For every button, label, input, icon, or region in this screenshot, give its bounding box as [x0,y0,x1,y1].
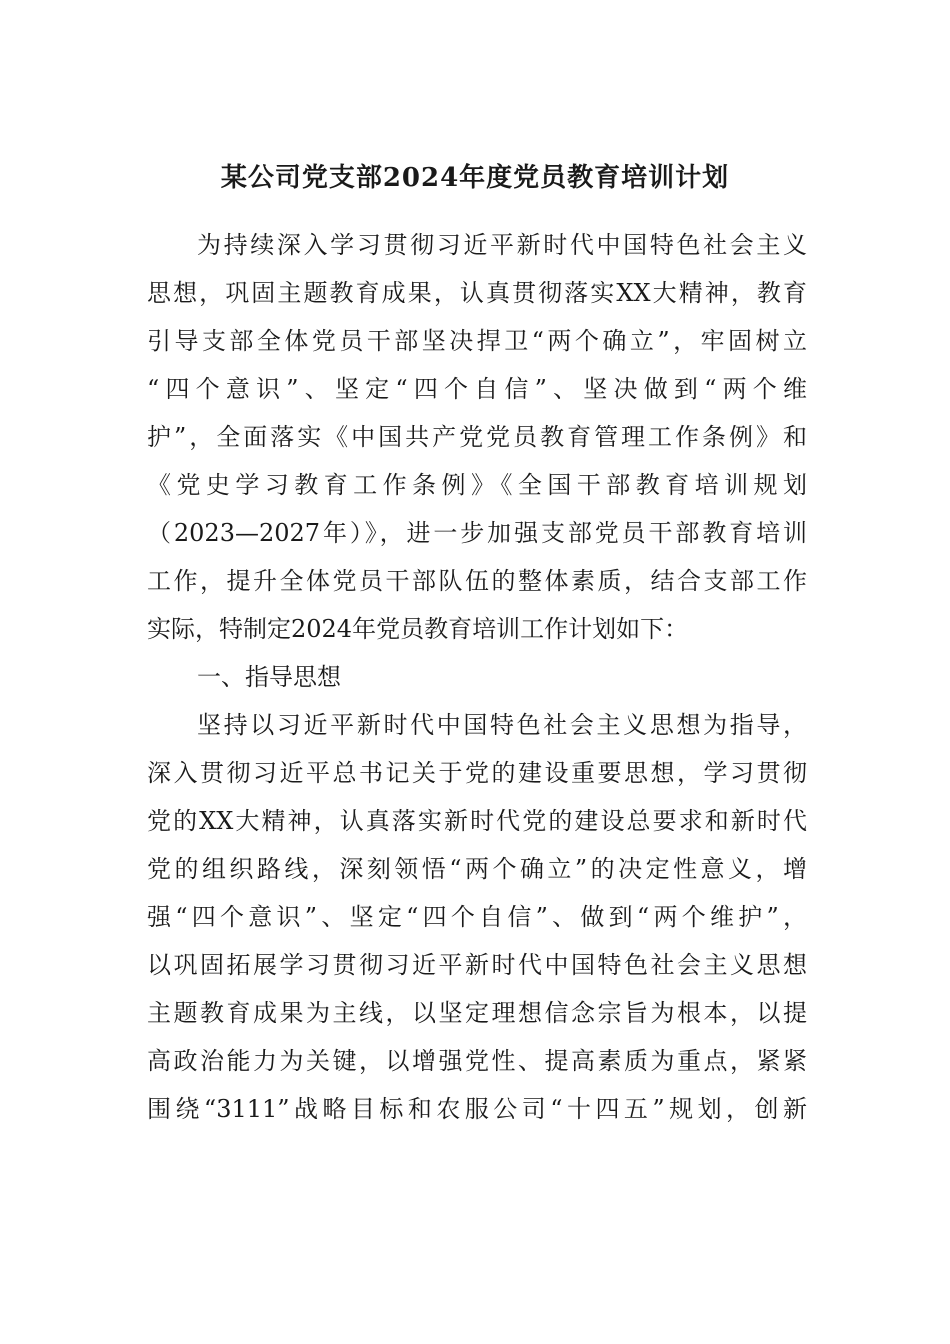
section-line: 党的组织路线，深刻领悟“两个确立”的决定性意义，增 [147,855,807,883]
section-line: 高政治能力为关键，以增强党性、提高素质为重点，紧紧 [147,1047,807,1075]
intro-line: 《党史学习教育工作条例》《全国干部教育培训规划 [147,471,807,499]
intro-line: “四个意识”、坚定“四个自信”、坚决做到“两个维 [147,375,807,403]
section-line: 以巩固拓展学习贯彻习近平新时代中国特色社会主义思想 [147,951,807,979]
section-line: 强“四个意识”、坚定“四个自信”、做到“两个维护”， [147,903,807,931]
section-line: 党的XX大精神，认真落实新时代党的建设总要求和新时代 [147,807,807,835]
section-line: 围绕“3111”战略目标和农服公司“十四五”规划，创新 [147,1095,807,1123]
document-title: 某公司党支部2024年度党员教育培训计划 [220,163,730,193]
intro-line: 为持续深入学习贯彻习近平新时代中国特色社会主义 [197,231,807,259]
intro-line: 工作，提升全体党员干部队伍的整体素质，结合支部工作 [147,567,807,595]
section-line: 深入贯彻习近平总书记关于党的建设重要思想，学习贯彻 [147,759,807,787]
section-line: 主题教育成果为主线，以坚定理想信念宗旨为根本，以提 [147,999,807,1027]
intro-line: 思想，巩固主题教育成果，认真贯彻落实XX大精神，教育 [147,279,807,307]
intro-line: 引导支部全体党员干部坚决捍卫“两个确立”，牢固树立 [147,327,807,355]
intro-line: 实际，特制定2024年党员教育培训工作计划如下： [147,615,689,643]
intro-line: 护”，全面落实《中国共产党党员教育管理工作条例》和 [147,423,807,451]
section-line: 坚持以习近平新时代中国特色社会主义思想为指导， [197,711,807,739]
section-heading-guiding-thought: 一、指导思想 [197,663,341,691]
intro-line: （2023—2027年）》，进一步加强支部党员干部教育培训 [147,519,807,547]
